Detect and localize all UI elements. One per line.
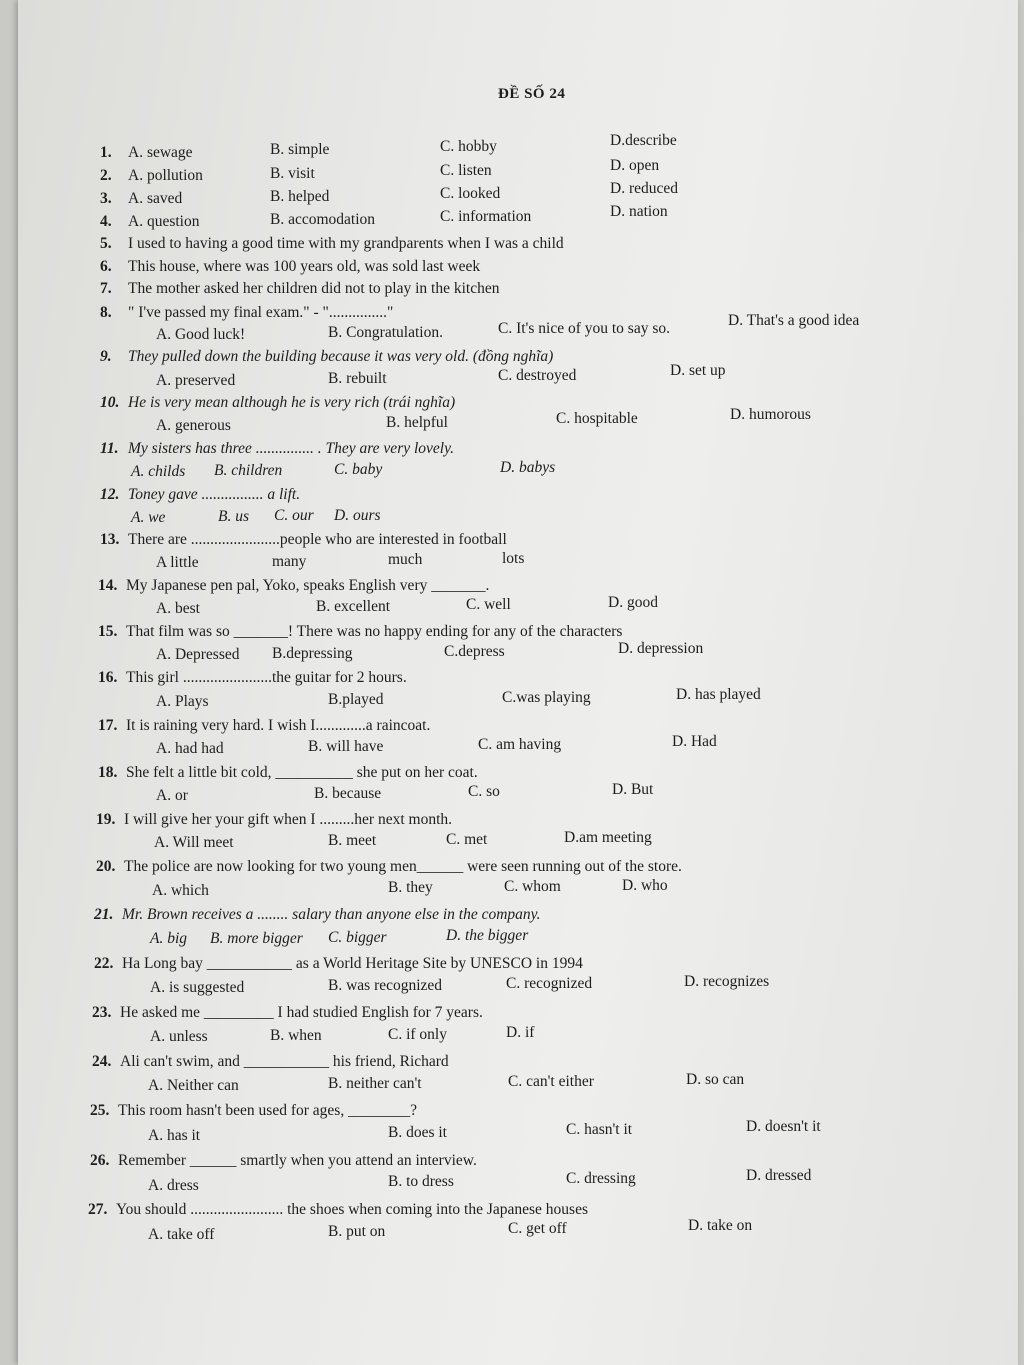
option-a: A little — [156, 554, 199, 571]
option-a: A. best — [156, 600, 200, 617]
question-26: 26. Remember ______ smartly when you attend an interview. — [90, 1152, 477, 1169]
option-b: B. accomodation — [270, 211, 376, 228]
option-d: D. if — [506, 1024, 535, 1041]
option-d: D. nation — [610, 203, 668, 220]
option-a: A. dress — [148, 1177, 199, 1194]
option-c: C. our — [274, 507, 314, 524]
option-a: A. is suggested — [150, 979, 245, 996]
question-25: 25. This room hasn't been used for ages, ________? — [90, 1102, 417, 1119]
question-20: 20. The police are now looking for two young men______ were seen running out of the store. — [96, 858, 682, 875]
question-19: 19. I will give her your gift when I .........her next month. — [96, 811, 453, 828]
option-a: A. Depressed — [156, 646, 240, 663]
option-a: A. generous — [156, 417, 231, 434]
option-c: C. bigger — [328, 929, 387, 946]
option-c: C. well — [466, 596, 511, 613]
question-stem: My sisters has three ............... . They are very lovely. — [128, 440, 454, 457]
option-d: D. Had — [672, 733, 717, 750]
option-a: A. big — [150, 930, 188, 947]
option-c: C. hobby — [440, 138, 497, 155]
option-c: C. looked — [440, 185, 501, 202]
option-d: D. recognizes — [684, 973, 770, 990]
option-c: C. recognized — [506, 975, 593, 992]
question-stem: My Japanese pen pal, Yoko, speaks English very _______. — [126, 577, 490, 594]
option-b: B. children — [214, 462, 283, 479]
question-stem: This girl .......................the guitar for 2 hours. — [126, 669, 407, 686]
option-c: much — [388, 551, 423, 568]
question-5: 5. I used to having a good time with my grandparents when I was a child — [100, 235, 564, 252]
option-d: D. so can — [686, 1071, 745, 1088]
option-b: B. helpful — [386, 414, 448, 431]
question-18: 18. She felt a little bit cold, __________ she put on her coat. — [98, 764, 478, 781]
exam-paper — [18, 0, 1018, 1365]
option-b: B. neither can't — [328, 1075, 422, 1092]
question-stem: I used to having a good time with my grandparents when I was a child — [128, 235, 564, 252]
option-b: B. Congratulation. — [328, 324, 443, 341]
option-b: B. will have — [308, 738, 384, 755]
option-b: B. simple — [270, 141, 330, 158]
option-c: C. can't either — [508, 1073, 594, 1090]
option-c: C. get off — [508, 1220, 567, 1237]
question-17: 17. It is raining very hard. I wish I.............a raincoat. — [98, 717, 431, 734]
option-a: A. has it — [148, 1127, 201, 1144]
option-c: C. met — [446, 831, 488, 848]
option-c: C. so — [468, 783, 500, 800]
option-c: C. information — [440, 208, 532, 225]
question-21: 21. Mr. Brown receives a ........ salary than anyone else in the company. — [94, 906, 541, 923]
option-d: D. doesn't it — [746, 1118, 821, 1135]
option-a: A. had had — [156, 740, 224, 757]
option-a: A. or — [156, 787, 188, 804]
option-b: B. meet — [328, 832, 377, 849]
option-a: A. saved — [128, 190, 183, 207]
option-d: D. open — [610, 157, 660, 174]
option-d: lots — [502, 550, 525, 567]
option-b: B. more bigger — [210, 930, 303, 947]
option-a: A. Plays — [156, 693, 209, 710]
option-d: D. good — [608, 594, 658, 611]
option-d: D. That's a good idea — [728, 312, 860, 329]
option-c: C. am having — [478, 736, 562, 753]
option-a: A. we — [131, 509, 166, 526]
question-stem: This room hasn't been used for ages, ________? — [118, 1102, 417, 1119]
question-4: 4. — [100, 213, 112, 230]
question-24: 24. Ali can't swim, and ___________ his friend, Richard — [92, 1053, 449, 1070]
option-b: B. rebuilt — [328, 370, 387, 387]
exam-title: ĐỀ SỐ 24 — [498, 86, 566, 102]
option-b: B. because — [314, 785, 382, 802]
option-b: B. was recognized — [328, 977, 443, 994]
option-b: B. to dress — [388, 1173, 454, 1190]
question-1: 1. — [100, 144, 112, 161]
question-stem: He is very mean although he is very rich (trái nghĩa) — [128, 394, 456, 411]
question-23: 23. He asked me _________ I had studied English for 7 years. — [92, 1004, 483, 1021]
option-d: D. take on — [688, 1217, 753, 1234]
question-stem: There are .......................people who are interested in football — [128, 531, 507, 548]
option-a: A. take off — [148, 1226, 215, 1243]
option-d: D. who — [622, 877, 668, 894]
question-7: 7. The mother asked her children did not to play in the kitchen — [100, 280, 500, 297]
option-d: D. dressed — [746, 1167, 812, 1184]
question-27: 27. You should ........................ the shoes when coming into the Japanese houses — [88, 1201, 589, 1218]
option-d: D.describe — [610, 132, 677, 149]
question-3: 3. — [100, 190, 112, 207]
option-d: D. ours — [334, 507, 381, 524]
question-stem: Remember ______ smartly when you attend an interview. — [118, 1152, 477, 1169]
option-d: D. reduced — [610, 180, 678, 197]
option-a: A. Will meet — [154, 834, 234, 851]
option-b: B.depressing — [272, 645, 353, 662]
option-c: C. destroyed — [498, 367, 577, 384]
question-stem: You should ........................ the shoes when coming into the Japanese houses — [116, 1201, 589, 1218]
question-stem: The police are now looking for two young men______ were seen running out of the store. — [124, 858, 682, 875]
question-stem: This house, where was 100 years old, was sold last week — [128, 258, 481, 275]
option-a: A. sewage — [128, 144, 193, 161]
question-6: 6. This house, where was 100 years old, was sold last week — [100, 258, 481, 275]
option-b: B. helped — [270, 188, 330, 205]
option-d: D. has played — [676, 686, 761, 703]
option-b: B. when — [270, 1027, 322, 1044]
option-d: D. babys — [500, 459, 556, 476]
question-stem: Toney gave ................ a lift. — [128, 486, 301, 503]
option-b: B. excellent — [316, 598, 391, 615]
option-c: C. baby — [334, 461, 383, 478]
option-c: C. dressing — [566, 1170, 636, 1187]
option-a: A. which — [152, 882, 209, 899]
question-stem: She felt a little bit cold, __________ she put on her coat. — [126, 764, 478, 781]
question-stem: He asked me _________ I had studied English for 7 years. — [120, 1004, 483, 1021]
option-a: A. unless — [150, 1028, 208, 1045]
question-13: 13. There are .......................people who are interested in football — [100, 531, 507, 548]
question-stem: Mr. Brown receives a ........ salary than anyone else in the company. — [122, 906, 541, 923]
question-stem: " I've passed my final exam." - "..............." — [128, 304, 394, 321]
option-a: A. Good luck! — [156, 326, 246, 343]
question-stem: The mother asked her children did not to play in the kitchen — [128, 280, 500, 297]
option-c: C.was playing — [502, 689, 591, 706]
option-c: C. if only — [388, 1026, 447, 1043]
option-b: B. they — [388, 879, 433, 896]
option-d: D. the bigger — [446, 927, 529, 944]
option-d: D.am meeting — [564, 829, 652, 846]
question-stem: It is raining very hard. I wish I.............a raincoat. — [126, 717, 431, 734]
option-b: B. visit — [270, 165, 315, 182]
question-stem: They pulled down the building because it was very old. (đồng nghĩa) — [128, 348, 554, 365]
option-d: D. humorous — [730, 406, 811, 423]
option-b: B. us — [218, 508, 249, 525]
option-a: A. childs — [131, 463, 186, 480]
question-10: 10. He is very mean although he is very rich (trái nghĩa) — [100, 394, 456, 411]
option-b: B. does it — [388, 1124, 447, 1141]
question-2: 2. — [100, 167, 112, 184]
option-b: B. put on — [328, 1223, 386, 1240]
question-14: 14. My Japanese pen pal, Yoko, speaks English very _______. — [98, 577, 490, 594]
question-stem: Ha Long bay ___________ as a World Heritage Site by UNESCO in 1994 — [122, 955, 583, 972]
question-15: 15. That film was so _______! There was no happy ending for any of the characters — [98, 623, 623, 640]
option-c: C. It's nice of you to say so. — [498, 320, 670, 337]
question-22: 22. Ha Long bay ___________ as a World Heritage Site by UNESCO in 1994 — [94, 955, 583, 972]
question-8: 8. " I've passed my final exam." - "..............." — [100, 304, 394, 321]
option-b: B.played — [328, 691, 384, 708]
option-a: A. pollution — [128, 167, 203, 184]
option-d: D. depression — [618, 640, 704, 657]
option-d: D. set up — [670, 362, 726, 379]
option-c: C. whom — [504, 878, 561, 895]
question-stem: I will give her your gift when I .........her next month. — [124, 811, 453, 828]
option-c: C. listen — [440, 162, 492, 179]
option-d: D. But — [612, 781, 654, 798]
option-c: C. hospitable — [556, 410, 638, 427]
option-a: A. Neither can — [148, 1077, 239, 1094]
option-a: A. preserved — [156, 372, 236, 389]
question-11: 11. My sisters has three ............... . They are very lovely. — [100, 440, 454, 457]
option-b: many — [272, 553, 307, 570]
question-9: 9. They pulled down the building because it was very old. (đồng nghĩa) — [100, 348, 554, 365]
option-c: C. hasn't it — [566, 1121, 633, 1138]
question-stem: That film was so _______! There was no happy ending for any of the characters — [126, 623, 623, 640]
option-a: A. question — [128, 213, 200, 230]
question-12: 12. Toney gave ................ a lift. — [100, 486, 301, 503]
option-c: C.depress — [444, 643, 505, 660]
question-16: 16. This girl .......................the guitar for 2 hours. — [98, 669, 407, 686]
question-stem: Ali can't swim, and ___________ his friend, Richard — [120, 1053, 449, 1070]
